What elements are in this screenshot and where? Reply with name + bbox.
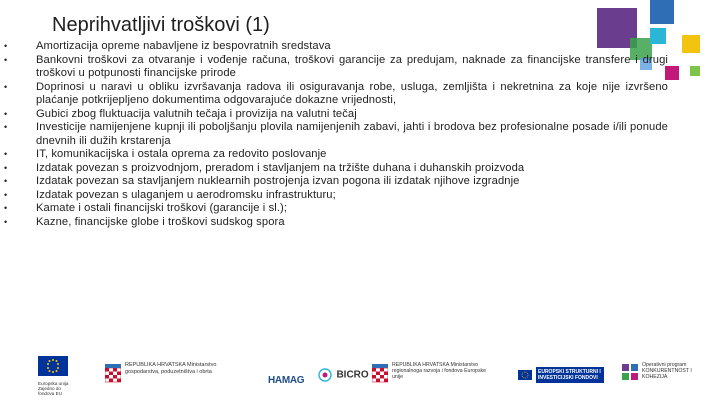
bullet-item: • Kamate i ostali financijski troškovi (garancije i sl.);	[4, 202, 288, 214]
decor-square-green-small	[690, 66, 700, 76]
bullet-item: • Izdatak povezan s proizvodnjom, preradom i stavljanjem na tržište duhana i duhanskih proizvoda	[4, 161, 525, 174]
eu-logo-text: Europska unija Zajedno do fondova EU	[38, 381, 69, 397]
ministry-regional-text: REPUBLIKA HRVATSKA Ministarstvo regionalnoga razvoja i fondova Europske unije	[392, 362, 487, 381]
esi-funds-logo	[518, 364, 600, 386]
hamag-logo-text: HAMAG	[268, 375, 305, 386]
bullet-list	[0, 40, 668, 229]
operational-programme-logo	[622, 360, 702, 390]
slide-title: Neprihvatljivi troškovi (1)	[52, 14, 270, 36]
bullet-item: • Izdatak povezan s ulaganjem u aerodromsku infrastrukturu;	[4, 188, 336, 201]
ministry-economy-logo	[105, 360, 225, 390]
eu-flag-icon	[518, 370, 532, 380]
bullet-item: • Amortizacija opreme nabavljene iz bespovratnih sredstava	[4, 40, 331, 52]
bicro-circle-icon	[318, 368, 332, 382]
bicro-logo	[318, 366, 369, 384]
bullet-item: • Gubici zbog fluktuacija valutnih tečaja i provizija na valutni tečaj	[4, 107, 357, 120]
bullet-item: • IT, komunikacijska i ostala oprema za redovito poslovanje	[4, 148, 327, 160]
ministry-regional-logo	[372, 360, 497, 390]
eu-flag-icon	[38, 356, 68, 376]
operational-programme-text: Operativni program KONKURENTNOST I KOHEZIJA	[642, 362, 692, 381]
op-squares-icon	[622, 364, 638, 380]
esi-funds-text: EUROPSKI STRUKTURNI I INVESTICIJSKI FONDOVI	[536, 367, 604, 383]
decor-square-blue	[650, 0, 674, 24]
bullet-item: • Doprinosi u naravi u obliku izvršavanja radova ili osiguravanja robe, usluga, zemljišta i nekretnina za koje nije izvršeno plaćanje potkrijepljeno dokumentima odgovarajuće dokazne vrijednosti,	[4, 80, 668, 106]
ministry-economy-text: REPUBLIKA HRVATSKA Ministarstvo gospodarstva, poduzetništva i obrta	[125, 362, 217, 375]
bicro-logo-text: BICRO	[336, 369, 369, 381]
decor-square-yellow	[682, 35, 700, 53]
hamag-logo	[268, 370, 304, 388]
bullet-item: • Investicije namijenjene kupnji ili poboljšanju plovila namijenjenih zabavi, jahti i brodova bez profesionalne posade i/ili ponude dnevnih ili dužih krstarenja	[4, 121, 668, 147]
bullet-item: • Izdatak povezan sa stavljanjem nuklearnih postrojenja izvan pogona ili izdatak njihove izgradnje	[4, 175, 520, 187]
croatian-coat-of-arms-icon	[372, 364, 388, 384]
eu-logo	[38, 356, 72, 396]
footer-logos	[0, 350, 720, 405]
bullet-item: • Kazne, financijske globe i troškovi sudskog spora	[4, 215, 285, 228]
bullet-item: • Bankovni troškovi za otvaranje i vođenje računa, troškovi garancije za predujam, naknade za financijske transfere i drugi troškovi u potpunosti financijske prirode	[4, 53, 668, 79]
croatian-coat-of-arms-icon	[105, 364, 121, 384]
